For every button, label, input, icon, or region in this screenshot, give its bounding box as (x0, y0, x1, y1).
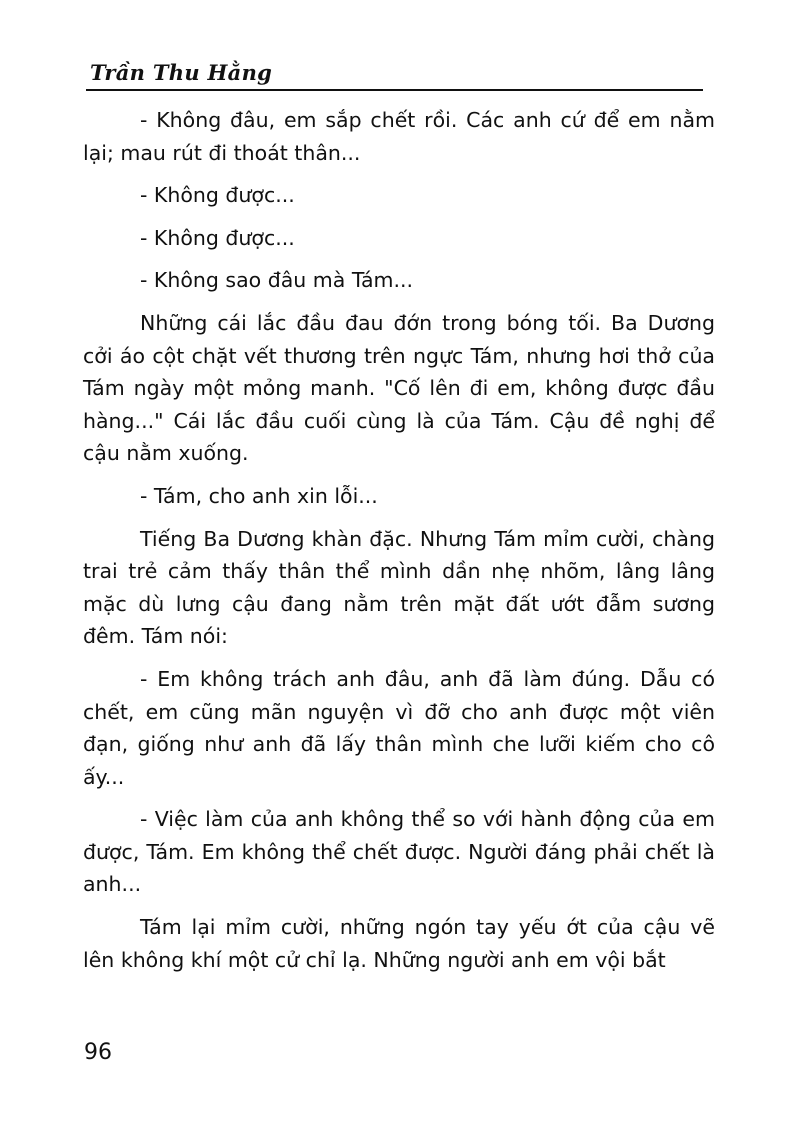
paragraph: - Tám, cho anh xin lỗi... (140, 483, 378, 508)
paragraph: Tiếng Ba Dương khàn đặc. Nhưng Tám mỉm cười, chàng trai trẻ cảm thấy thân thể mình dần nhẹ nhõm, lâng lâng mặc dù lưng cậu đang nằm trên mặt đất ướt đẫm sương đêm. Tám nói: (83, 526, 715, 649)
paragraph: - Không được... (140, 225, 295, 250)
running-header (86, 58, 703, 94)
page-body (83, 104, 715, 976)
author-name: Trần Thu Hằng (90, 60, 273, 85)
paragraph: - Em không trách anh đâu, anh đã làm đúng. Dẫu có chết, em cũng mãn nguyện vì đỡ cho anh được một viên đạn, giống như anh đã lấy thân mình che lưỡi kiếm cho cô ấy... (83, 666, 715, 789)
page-number: 96 (84, 1040, 112, 1065)
paragraph: Tám lại mỉm cười, những ngón tay yếu ớt của cậu vẽ lên không khí một cử chỉ lạ. Những người anh em vội bắt (83, 915, 715, 972)
paragraph: - Không đâu, em sắp chết rồi. Các anh cứ để em nằm lại; mau rút đi thoát thân... (83, 108, 715, 165)
paragraph: - Không được... (140, 183, 295, 208)
paragraph: - Việc làm của anh không thể so với hành động của em được, Tám. Em không thể chết được. Người đáng phải chết là anh... (83, 807, 715, 897)
header-divider (86, 89, 703, 91)
paragraph: Những cái lắc đầu đau đớn trong bóng tối. Ba Dương cởi áo cột chặt vết thương trên ngực Tám, nhưng hơi thở của Tám ngày một mỏng manh. "Cố lên đi em, không được đầu hàng..." Cái lắc đầu cuối cùng là của Tám. Cậu đề nghị để cậu nằm xuống. (83, 310, 715, 466)
paragraph: - Không sao đâu mà Tám... (140, 268, 414, 293)
